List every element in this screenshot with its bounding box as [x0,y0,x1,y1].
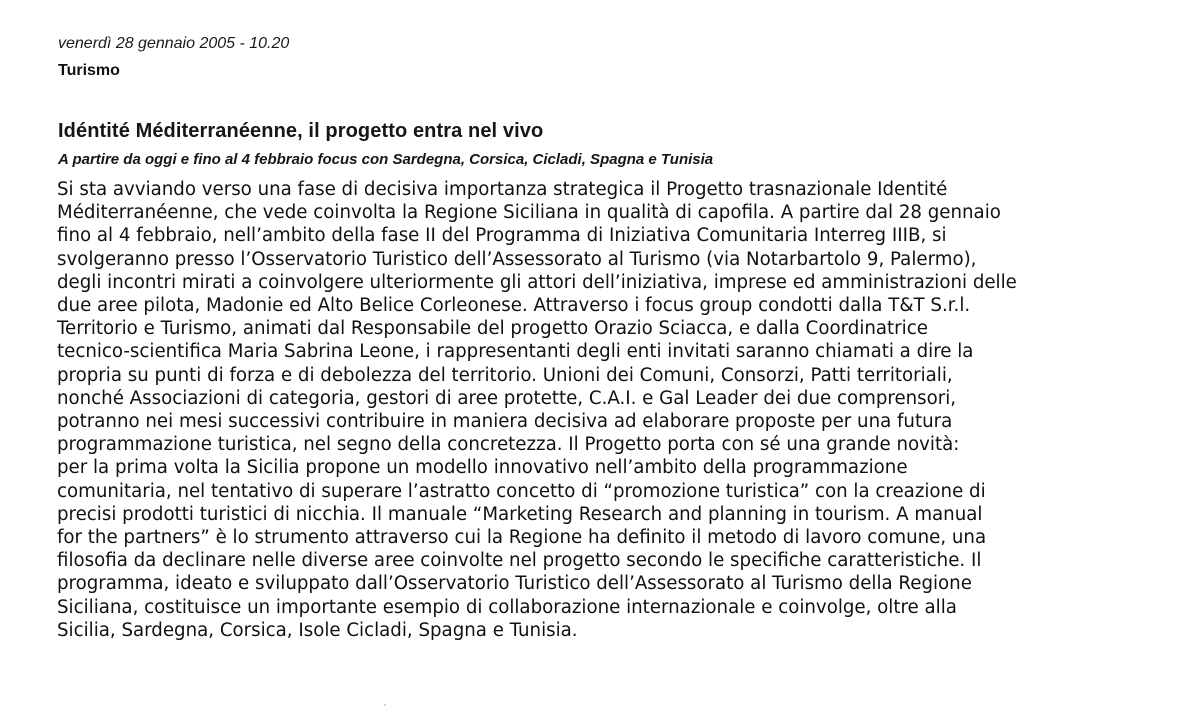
article-subheadline: A partire da oggi e fino al 4 febbraio focus con Sardegna, Corsica, Cicladi, Spagna e Tunisia [58,151,714,168]
article-body-line: Sicilia, Sardegna, Corsica, Isole Cicladi, Spagna e Tunisia. [57,619,578,641]
article-body-line: filosofia da declinare nelle diverse aree coinvolte nel progetto secondo le specifiche caratteristiche. Il [57,550,982,572]
article-body-line: for the partners” è lo strumento attraverso cui la Regione ha definito il metodo di lavoro comune, una [57,527,987,549]
article-body-line: programma, ideato e sviluppato dall’Osservatorio Turistico dell’Assessorato al Turismo della Regione [57,573,972,595]
article-body-line: nonché Associazioni di categoria, gestori di aree protette, C.A.I. e Gal Leader dei due comprensori, [57,387,957,409]
article-dateline: venerdì 28 gennaio 2005 - 10.20 [58,35,290,52]
article-body-line: degli incontri mirati a coinvolgere ulteriormente gli attori dell’iniziativa, imprese ed amministrazioni delle [57,271,1017,293]
article-section-label: Turismo [58,62,120,79]
article-body-line: programmazione turistica, nel segno della concretezza. Il Progetto porta con sé una grande novità: [57,434,960,456]
article-body-line: due aree pilota, Madonie ed Alto Belice Corleonese. Attraverso i focus group condotti dalla T&T S.r.l. [57,295,971,317]
article-body-line: precisi prodotti turistici di nicchia. Il manuale “Marketing Research and planning in tourism. A manual [57,503,983,525]
article-body-line: potranno nei mesi successivi contribuire in maniera decisiva ad elaborare proposte per una futura [57,411,953,433]
article-headline: Idéntité Méditerranéenne, il progetto entra nel vivo [58,120,544,142]
article-body-line: comunitaria, nel tentativo di superare l’astratto concetto di “promozione turistica” con la creazione di [57,480,986,502]
article-body-line: propria su punti di forza e di debolezza del territorio. Unioni dei Comuni, Consorzi, Patti territoriali, [57,364,953,386]
article-body-line: Territorio e Turismo, animati dal Responsabile del progetto Orazio Sciacca, e dalla Coordinatrice [57,318,928,340]
article-body-line: tecnico-scientifica Maria Sabrina Leone, i rappresentanti degli enti invitati saranno chiamati a dire la [57,341,974,363]
article-body [57,178,1177,642]
article-body-line: fino al 4 febbraio, nell’ambito della fase II del Programma di Iniziativa Comunitaria Interreg IIIB, si [57,225,947,247]
article-body-line: Si sta avviando verso una fase di decisiva importanza strategica il Progetto trasnazionale Identité [57,179,948,200]
scan-speck [384,704,386,706]
article-body-line: per la prima volta la Sicilia propone un modello innovativo nell’ambito della programmazione [57,457,908,479]
article-body-line: Méditerranéenne, che vede coinvolta la Regione Siciliana in qualità di capofila. A partire dal 28 gennaio [57,202,1001,224]
article-body-line: svolgeranno presso l’Osservatorio Turistico dell’Assessorato al Turismo (via Notarbartolo 9, Palermo), [57,248,977,270]
article-body-line: Siciliana, costituisce un importante esempio di collaborazione internazionale e coinvolge, oltre alla [57,596,957,618]
